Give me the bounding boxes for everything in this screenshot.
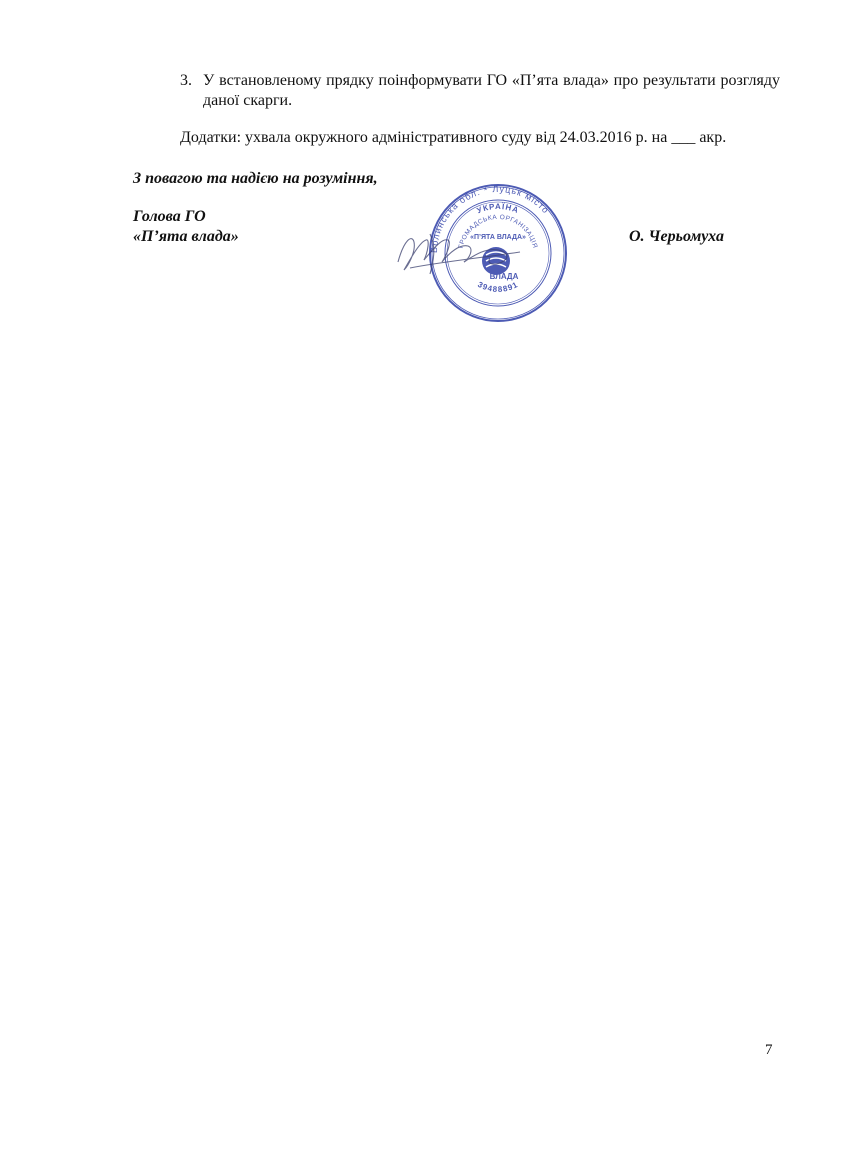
seal-org-name: «П’ЯТА ВЛАДА»: [470, 234, 526, 241]
list-item-3: [180, 71, 780, 111]
handwritten-signature: [390, 222, 540, 282]
signer-role-line2: «П’ята влада»: [133, 228, 239, 245]
page-number: 7: [765, 1042, 773, 1058]
seal-outer-text: Волинська обл. * Луцьк місто: [428, 183, 552, 254]
signer-name: О. Черьомуха: [629, 228, 724, 245]
seal-org-type: ГРОМАДСЬКА ОРГАНІЗАЦІЯ: [457, 213, 539, 250]
closing-regards: З повагою та надією на розуміння,: [133, 170, 378, 187]
list-item-text: У встановленому прядку поінформувати ГО «П’ята влада» про результати розгляду даної скарги.: [203, 72, 780, 109]
svg-text:39488891: [476, 280, 520, 294]
seal-logo-text: ВЛАДА: [489, 272, 519, 281]
seal-country: УКРАЇНА: [475, 201, 521, 216]
signer-role-line1: Голова ГО: [133, 208, 206, 225]
attachments-line: Додатки: ухвала окружного адміністративного суду від 24.03.2016 р. на ___ акр.: [180, 129, 727, 146]
seal-code: 39488891: [476, 279, 520, 295]
svg-text:УКРАЇНА: [475, 202, 520, 215]
list-item-number: 3.: [180, 72, 192, 89]
